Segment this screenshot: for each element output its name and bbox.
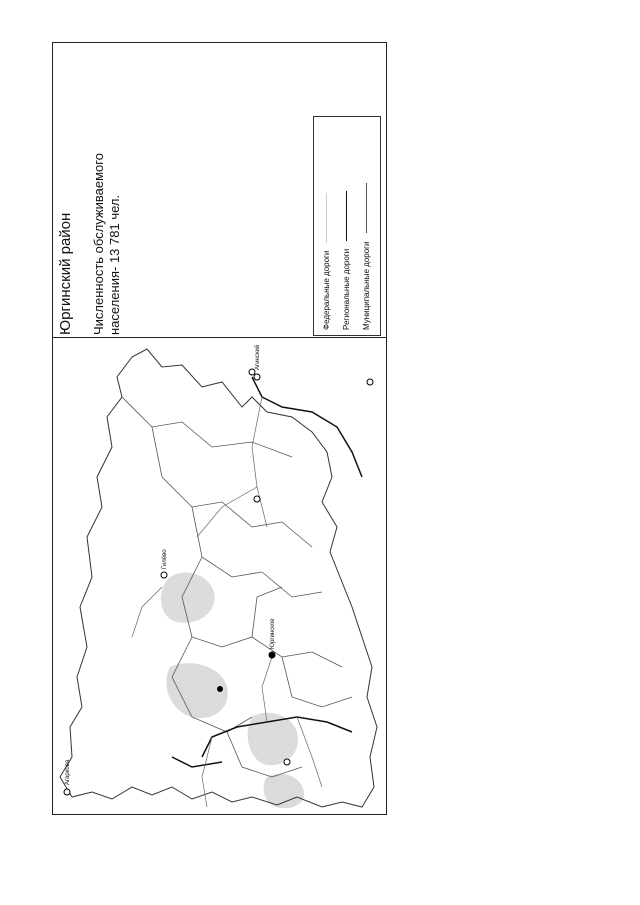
settlement-dot-icon <box>217 686 223 692</box>
legend <box>313 116 381 336</box>
hospital-marker-icon <box>269 652 276 659</box>
legend-swatch-municipal <box>366 183 367 233</box>
hospital-marker-icon <box>284 759 290 765</box>
settlement-aginsky <box>249 345 261 380</box>
hospital-marker-icon <box>254 374 260 380</box>
hospital-marker-icon <box>367 379 373 385</box>
district-boundary <box>60 349 377 807</box>
hospital-marker-icon <box>161 572 167 578</box>
hospital-marker-icon <box>254 496 260 502</box>
population-label: Численность обслуживаемого населения- 13 781 чел. <box>91 153 122 335</box>
legend-label-federal: Федеральные дороги <box>321 250 331 330</box>
district-map <box>52 337 387 815</box>
legend-label-regional: Региональные дороги <box>341 248 351 330</box>
settlement-agarkova <box>64 759 71 795</box>
legend-swatch-regional <box>346 191 347 241</box>
settlement-label-yurginskoe: Юргинское <box>270 618 276 649</box>
settlement-gilevo <box>161 549 168 578</box>
legend-label-municipal: Муниципальные дороги <box>361 241 371 330</box>
settlement-label-aginsky: Агинский <box>255 344 261 370</box>
legend-item-federal <box>319 193 333 330</box>
legend-item-municipal <box>359 183 373 330</box>
settlement-label-gilevo: Гилёво <box>162 549 168 569</box>
legend-swatch-federal <box>326 193 327 243</box>
settlement-label-agarkova: Агаркова <box>65 759 71 785</box>
legend-item-regional <box>339 191 353 330</box>
district-title: Юргинский район <box>57 212 74 335</box>
forest-areas <box>161 572 304 808</box>
hospital-marker-icon <box>64 789 70 795</box>
